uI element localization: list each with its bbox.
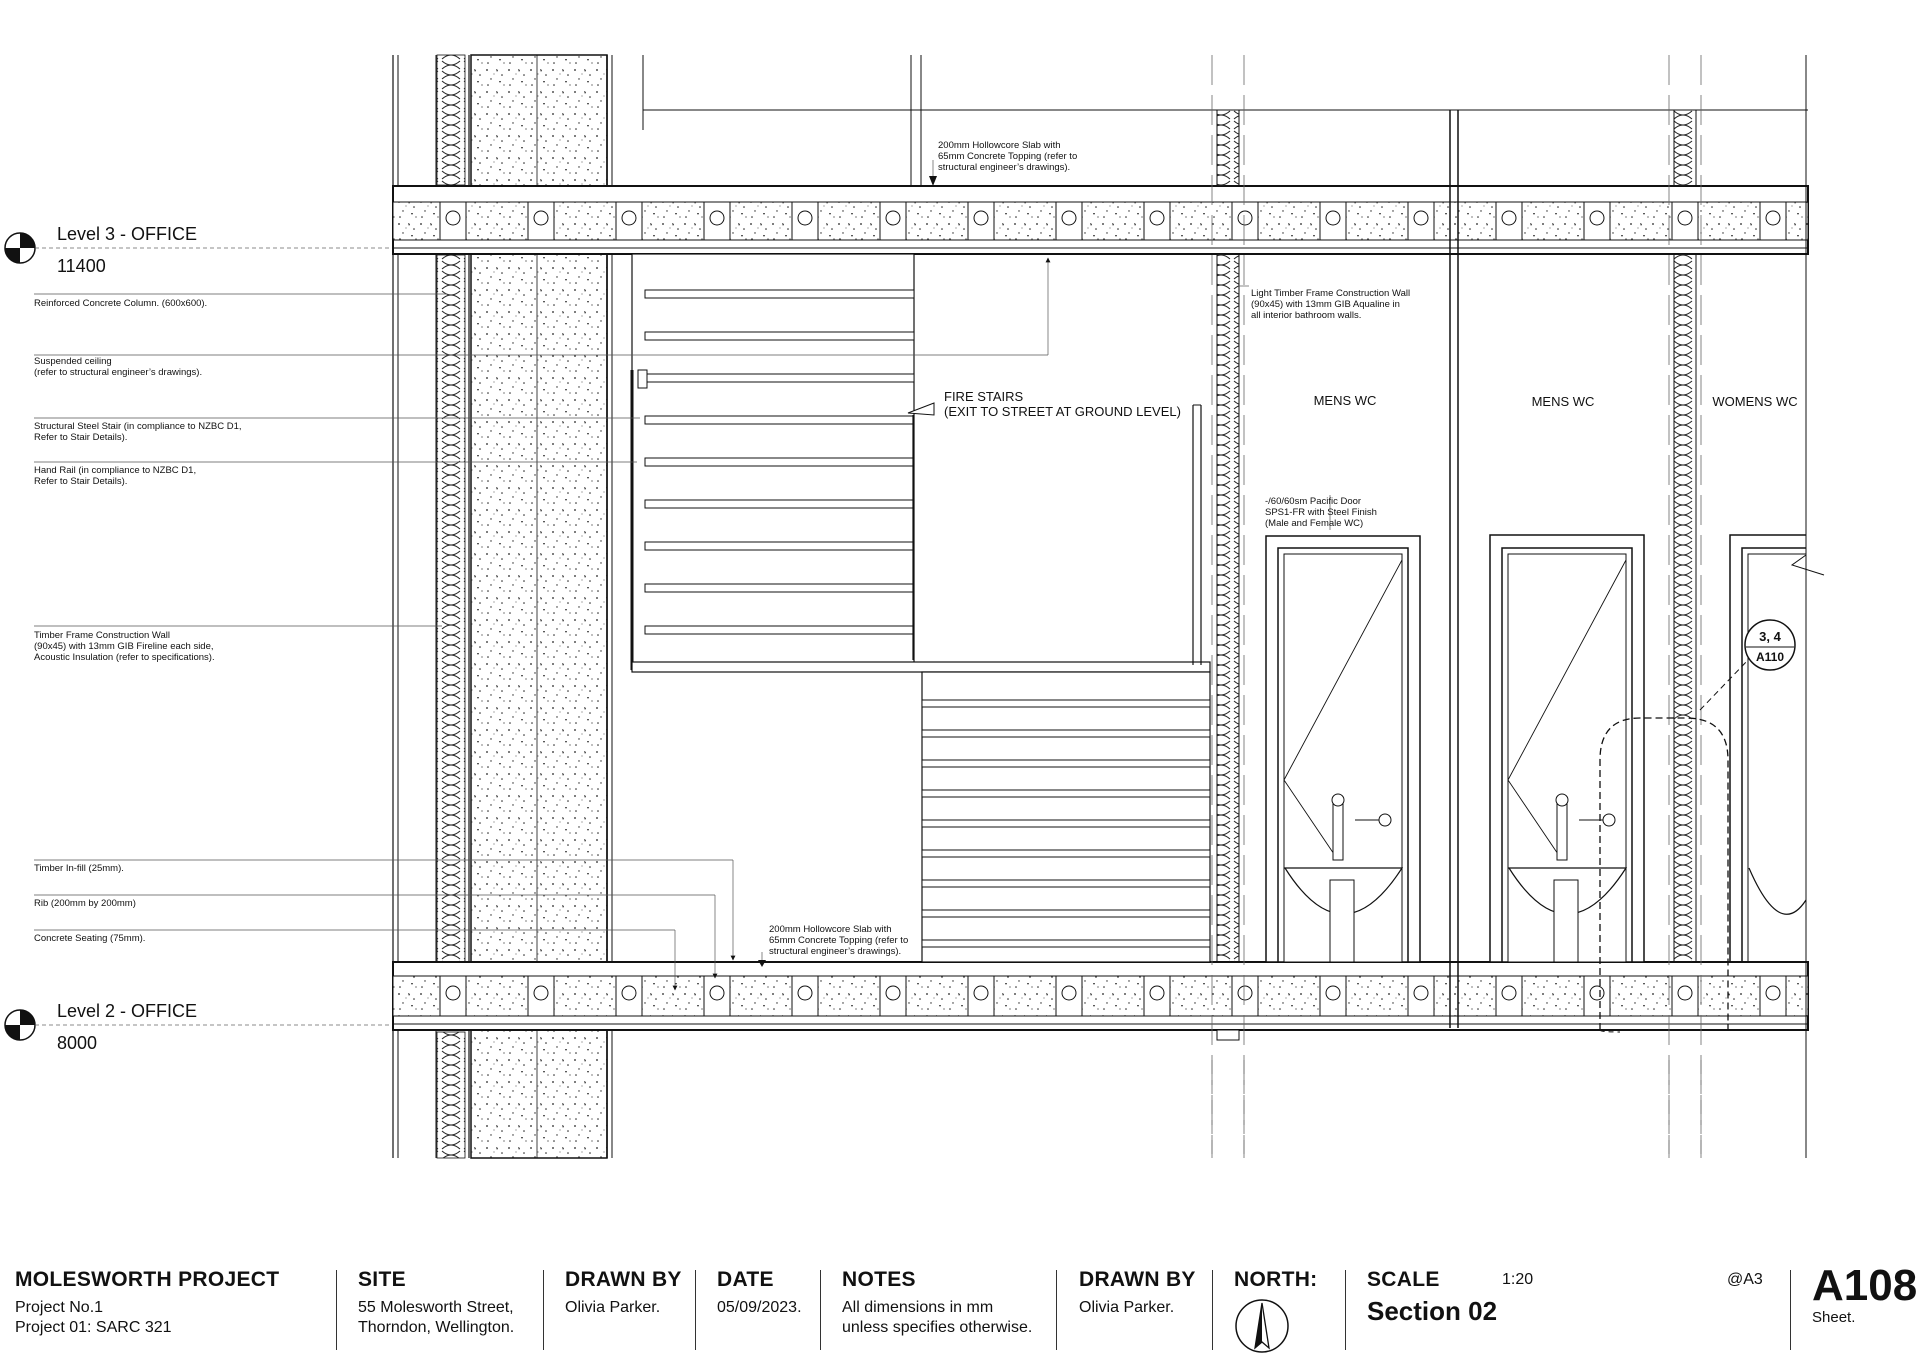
- drawn-by-name: Olivia Parker.: [1079, 1299, 1175, 1316]
- callout-slab-top-3: structural engineer’s drawings).: [938, 162, 1071, 173]
- callout-slab-bottom-3: structural engineer’s drawings).: [769, 946, 902, 957]
- hollowcore-void: [1056, 976, 1082, 1016]
- drawn-by-heading: DRAWN BY: [565, 1268, 682, 1291]
- callout-light-wall-3: all interior bathroom walls.: [1251, 310, 1362, 321]
- project-block: [15, 1268, 279, 1338]
- callout-ceiling-1: Suspended ceiling: [34, 356, 112, 367]
- divider: [543, 1270, 544, 1350]
- project-code: Project 01: SARC 321: [15, 1319, 172, 1336]
- hollowcore-void: [1584, 202, 1610, 240]
- hollowcore-void: [616, 976, 642, 1016]
- date-heading: DATE: [717, 1268, 774, 1291]
- divider: [1212, 1270, 1213, 1350]
- hollowcore-void: [880, 976, 906, 1016]
- scale-block: [1367, 1268, 1787, 1327]
- hollowcore-void: [1056, 202, 1082, 240]
- hollowcore-void: [880, 202, 906, 240]
- callout-seating: Concrete Seating (75mm).: [34, 933, 146, 944]
- level-3-elevation: 11400: [57, 256, 106, 276]
- section-title: Section 02: [1367, 1296, 1498, 1326]
- callout-slab-bottom-2: 65mm Concrete Topping (refer to: [769, 935, 909, 946]
- callout-timber-wall-1: Timber Frame Construction Wall: [34, 630, 171, 641]
- stair-tread: [645, 458, 914, 466]
- hollowcore-void: [1144, 976, 1170, 1016]
- hollowcore-void: [792, 202, 818, 240]
- scale-value: 1:20: [1502, 1271, 1534, 1288]
- stair-tread: [922, 760, 1210, 767]
- callout-handrail-1: Hand Rail (in compliance to NZBC D1,: [34, 465, 197, 476]
- callout-infill: Timber In-fill (25mm).: [34, 863, 124, 874]
- callout-timber-wall-3: Acoustic Insulation (refer to specifications).: [34, 652, 215, 663]
- level-marker-3: [5, 224, 393, 276]
- stair-tread: [922, 790, 1210, 797]
- hollowcore-void: [616, 202, 642, 240]
- divider: [1790, 1270, 1791, 1350]
- detail-tag-number: 3, 4: [1759, 629, 1781, 644]
- callout-light-wall-2: (90x45) with 13mm GIB Aqualine in: [1251, 299, 1400, 310]
- stair-tread: [922, 910, 1210, 917]
- hollowcore-void: [1496, 202, 1522, 240]
- north-block: [1234, 1268, 1317, 1354]
- drawn-by-name: Olivia Parker.: [565, 1299, 661, 1316]
- hollowcore-void: [1760, 976, 1786, 1016]
- stair-tread: [922, 730, 1210, 737]
- north-heading: NORTH:: [1234, 1268, 1318, 1291]
- stair-tread: [645, 584, 914, 592]
- site-heading: SITE: [358, 1268, 406, 1291]
- detail-tag-sheet: A110: [1755, 650, 1785, 664]
- callout-stair-1: Structural Steel Stair (in compliance to NZBC D1,: [34, 421, 242, 432]
- room-label-womens-wc: WOMENS WC: [1712, 394, 1798, 409]
- hollowcore-void: [528, 976, 554, 1016]
- site-line-2: Thorndon, Wellington.: [358, 1319, 515, 1336]
- stair-tread: [922, 880, 1210, 887]
- stair-tread: [645, 416, 914, 424]
- level-2-name: Level 2 - OFFICE: [57, 1001, 198, 1021]
- hollowcore-void: [1232, 202, 1258, 240]
- stair-tread: [645, 626, 914, 634]
- scale-heading: SCALE: [1367, 1268, 1440, 1291]
- stair-tread: [645, 374, 914, 382]
- hollowcore-void: [1408, 976, 1434, 1016]
- grid-stubs: [1212, 1060, 1701, 1158]
- divider: [1345, 1270, 1346, 1350]
- hollowcore-void: [968, 202, 994, 240]
- callout-slab-top-2: 65mm Concrete Topping (refer to: [938, 151, 1078, 162]
- callout-door-1: -/60/60sm Pacific Door: [1265, 496, 1362, 507]
- callout-light-wall-1: Light Timber Frame Construction Wall: [1251, 288, 1411, 299]
- hollowcore-void: [704, 976, 730, 1016]
- north-arrow-icon: [1234, 1298, 1290, 1354]
- divider: [695, 1270, 696, 1350]
- divider: [820, 1270, 821, 1350]
- wc-door-3: [1730, 535, 1824, 962]
- callout-door-2: SPS1-FR with Steel Finish: [1265, 507, 1377, 518]
- callout-slab-top-1: 200mm Hollowcore Slab with: [938, 140, 1061, 151]
- sheet-label: Sheet.: [1812, 1309, 1856, 1326]
- callout-ceiling-2: (refer to structural engineer’s drawings).: [34, 367, 203, 378]
- level-marker-2: [5, 1001, 393, 1053]
- notes-heading: NOTES: [842, 1268, 916, 1291]
- stair-tread: [922, 820, 1210, 827]
- hollowcore-void: [528, 202, 554, 240]
- stair-tread: [922, 940, 1210, 947]
- site-line-1: 55 Molesworth Street,: [358, 1299, 514, 1316]
- stair-tread: [645, 332, 914, 340]
- site-block: [358, 1268, 514, 1338]
- drawn-by-block-2: [1079, 1268, 1196, 1318]
- callout-timber-wall-2: (90x45) with 13mm GIB Fireline each side,: [34, 641, 214, 652]
- notes-block: [842, 1268, 1032, 1338]
- divider: [1056, 1270, 1057, 1350]
- callout-column: Reinforced Concrete Column. (600x600).: [34, 298, 208, 309]
- room-label-mens-wc: MENS WC: [1313, 393, 1377, 408]
- level-3-name: Level 3 - OFFICE: [57, 224, 198, 244]
- stair-tread: [645, 500, 914, 508]
- hollowcore-void: [440, 202, 466, 240]
- date-value: 05/09/2023.: [717, 1299, 802, 1316]
- notes-line-2: unless specifies otherwise.: [842, 1319, 1033, 1336]
- project-title: MOLESWORTH PROJECT: [15, 1268, 280, 1291]
- hollowcore-void: [704, 202, 730, 240]
- hollowcore-void: [1496, 976, 1522, 1016]
- stair-tread: [922, 700, 1210, 707]
- fire-stair-lower-flight: [922, 672, 1210, 962]
- sheet-block: [1812, 1261, 1918, 1328]
- fire-stairs-label: FIRE STAIRS: [944, 389, 1024, 404]
- date-block: [717, 1268, 802, 1318]
- fire-stairs-sublabel: (EXIT TO STREET AT GROUND LEVEL): [944, 404, 1181, 419]
- hollowcore-void: [968, 976, 994, 1016]
- drawn-by-heading: DRAWN BY: [1079, 1268, 1196, 1291]
- callout-door-3: (Male and Female WC): [1265, 518, 1364, 529]
- hollowcore-void: [1232, 976, 1258, 1016]
- stair-handrail: [908, 403, 1201, 665]
- callout-handrail-2: Refer to Stair Details).: [34, 476, 128, 487]
- hollowcore-void: [440, 976, 466, 1016]
- notes-line-1: All dimensions in mm: [842, 1299, 994, 1316]
- callout-stair-2: Refer to Stair Details).: [34, 432, 128, 443]
- title-block: [0, 1250, 1920, 1362]
- divider: [336, 1270, 337, 1350]
- callout-rib: Rib (200mm by 200mm): [34, 898, 136, 909]
- callout-slab-bottom-1: 200mm Hollowcore Slab with: [769, 924, 892, 935]
- hollowcore-void: [1320, 202, 1346, 240]
- level-2-elevation: 8000: [57, 1033, 98, 1053]
- drawn-by-block: [565, 1268, 682, 1318]
- hollowcore-void: [1672, 976, 1698, 1016]
- project-number: Project No.1: [15, 1299, 104, 1316]
- stair-tread: [922, 850, 1210, 857]
- stair-tread: [645, 290, 914, 298]
- hollowcore-void: [792, 976, 818, 1016]
- sheet-number: A108: [1812, 1261, 1918, 1310]
- hollowcore-void: [1584, 976, 1610, 1016]
- hollowcore-void: [1672, 202, 1698, 240]
- paper-size: @A3: [1727, 1271, 1763, 1288]
- room-label-mens-wc: MENS WC: [1531, 394, 1595, 409]
- hollowcore-void: [1408, 202, 1434, 240]
- stair-tread: [645, 542, 914, 550]
- hollowcore-void: [1144, 202, 1170, 240]
- hollowcore-void: [1760, 202, 1786, 240]
- hollowcore-void: [1320, 976, 1346, 1016]
- fire-stair-upper-flight: [632, 254, 1210, 672]
